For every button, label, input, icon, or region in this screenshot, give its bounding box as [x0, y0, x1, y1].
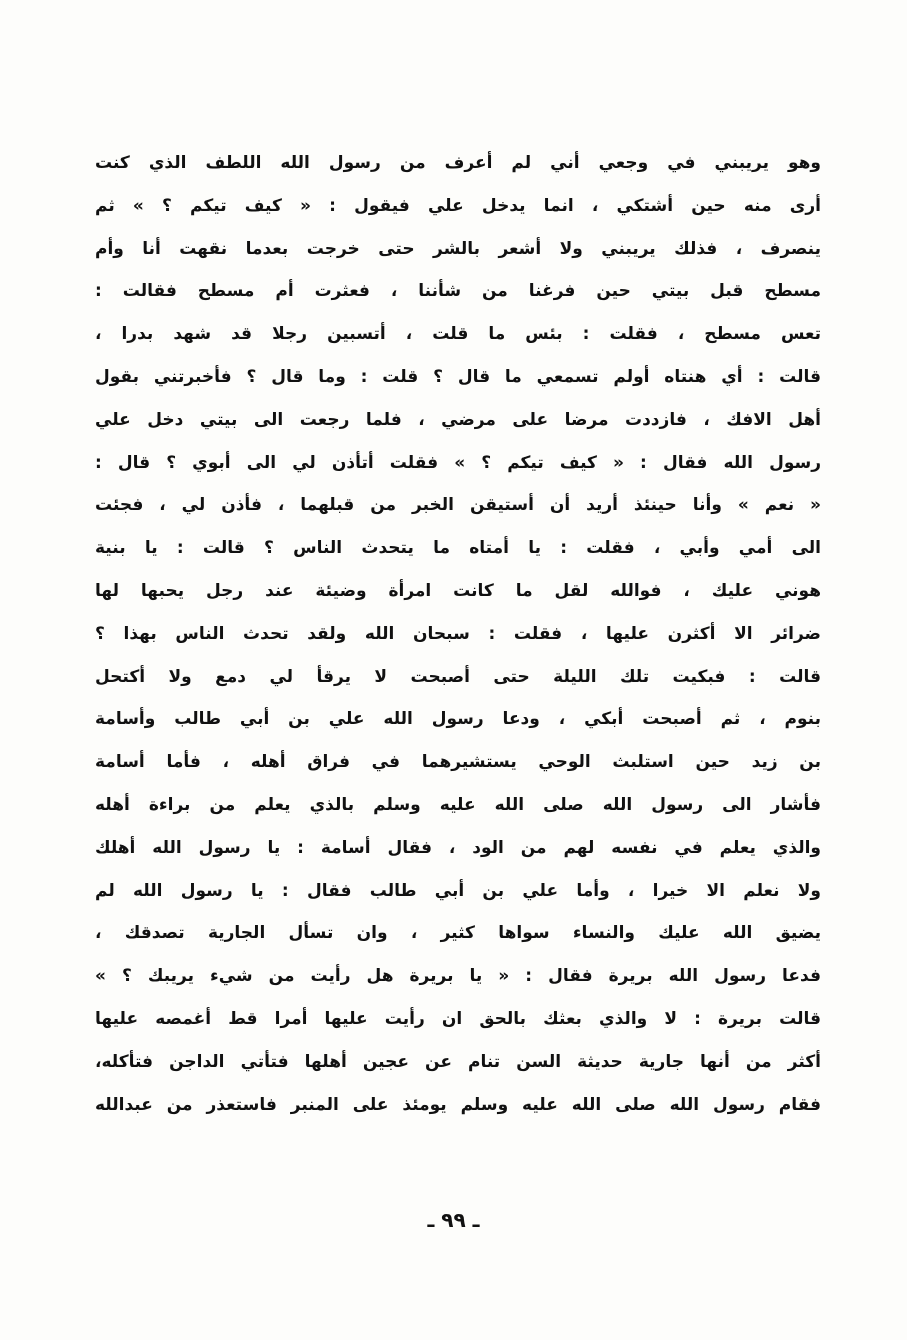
text-line: « نعم » وأنا حينئذ أريد أن أستيقن الخبر من قبلهما ، فأذن لي ، فجئت: [95, 495, 821, 516]
text-line: ينصرف ، فذلك يريبني ولا أشعر بالشر حتى خرجت بعدما نقهت أنا وأم: [95, 238, 821, 259]
text-line: فدعا رسول الله بريرة فقال : « يا بريرة هل رأيت من شيء يريبك ؟ »: [95, 966, 821, 987]
text-line: ولا نعلم الا خيرا ، وأما علي بن أبي طالب فقال : يا رسول الله لم: [95, 880, 821, 901]
text-line: قالت : أي هنتاه أولم تسمعي ما قال ؟ قلت : وما قال ؟ فأخبرتني بقول: [95, 366, 821, 387]
text-line: الى أمي وأبي ، فقلت : يا أمتاه ما يتحدث الناس ؟ قالت : يا بنية: [95, 538, 821, 559]
text-line: والذي يعلم في نفسه لهم من الود ، فقال أسامة : يا رسول الله أهلك: [95, 837, 821, 858]
text-line: وهو يريبني في وجعي أني لم أعرف من رسول الله اللطف الذي كنت: [95, 153, 821, 173]
text-line: فقام رسول الله صلى الله عليه وسلم يومئذ على المنبر فاستعذر من عبدالله: [95, 1094, 821, 1115]
text-line: ضرائر الا أكثرن عليها ، فقلت : سبحان الله ولقد تحدث الناس بهذا ؟: [95, 623, 821, 644]
text-line: فأشار الى رسول الله صلى الله عليه وسلم بالذي يعلم من براءة أهله: [95, 794, 821, 815]
text-line: قالت : فبكيت تلك الليلة حتى أصبحت لا يرقأ لي دمع ولا أكتحل: [95, 666, 821, 687]
page-number: ـ ٩٩ ـ: [427, 1208, 480, 1232]
body-text: [95, 142, 821, 1126]
text-line: يضيق الله عليك والنساء سواها كثير ، وان تسأل الجارية تصدقك ،: [95, 923, 821, 944]
text-line: رسول الله فقال : « كيف تيكم ؟ » فقلت أتأذن لي الى أبوي ؟ قال :: [95, 452, 821, 473]
text-line: بن زيد حين استلبث الوحي يستشيرهما في فراق أهله ، فأما أسامة: [95, 752, 821, 773]
text-line: بنوم ، ثم أصبحت أبكي ، ودعا رسول الله علي بن أبي طالب وأسامة: [95, 709, 821, 730]
text-line: أكثر من أنها جارية حديثة السن تنام عن عجين أهلها فتأتي الداجن فتأكله،: [95, 1051, 821, 1072]
text-line: قالت بريرة : لا والذي بعثك بالحق ان رأيت عليها أمرا قط أغمصه عليها: [95, 1008, 821, 1029]
text-line: تعس مسطح ، فقلت : بئس ما قلت ، أتسبين رجلا قد شهد بدرا ،: [95, 324, 821, 345]
text-line: أهل الافك ، فازددت مرضا على مرضي ، فلما رجعت الى بيتي دخل علي: [95, 409, 821, 430]
text-line: أرى منه حين أشتكي ، انما يدخل علي فيقول : « كيف تيكم ؟ » ثم: [95, 195, 821, 216]
text-line: مسطح قبل بيتي حين فرغنا من شأننا ، فعثرت أم مسطح فقالت :: [95, 281, 821, 302]
text-line: هوني عليك ، فوالله لقل ما كانت امرأة وضيئة عند رجل يحبها لها: [95, 580, 821, 601]
